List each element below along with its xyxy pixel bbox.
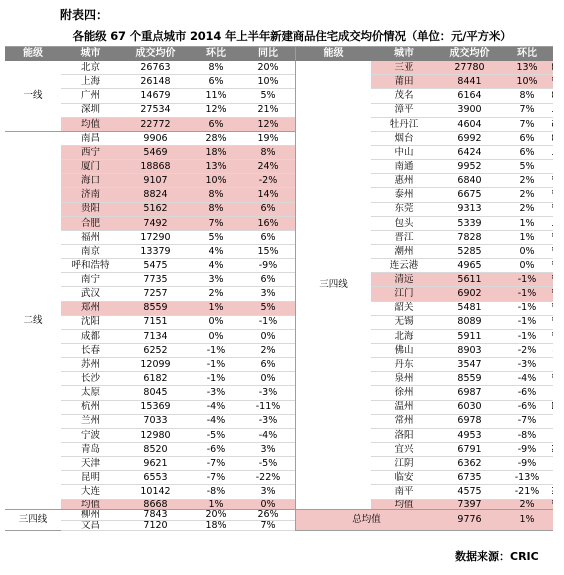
city-cell: 青岛 <box>61 443 120 457</box>
yoy-cell-right <box>552 401 553 415</box>
yoy-cell: -2% <box>241 174 295 188</box>
city-cell: 柳州 <box>61 510 120 521</box>
yoy-cell: 5% <box>241 302 295 316</box>
mom-cell: 10% <box>191 174 241 188</box>
city-cell: 文昌 <box>61 521 120 532</box>
yoy-cell-right <box>552 330 553 344</box>
yoy-cell-right <box>552 174 553 188</box>
city-cell-right: 均值 <box>371 500 437 511</box>
price-cell: 6182 <box>120 372 191 386</box>
price-cell: 7735 <box>120 273 191 287</box>
yoy-cell-right <box>552 118 553 132</box>
tier-label-3-right: 三四线 <box>295 61 371 510</box>
city-cell-right: 泰州 <box>371 188 437 202</box>
price-cell-right: 8903 <box>437 344 502 358</box>
price-cell-right: 3900 <box>437 104 502 118</box>
city-cell-right: 连云港 <box>371 259 437 273</box>
header-right-4 <box>552 47 553 61</box>
yoy-cell-right <box>552 104 553 118</box>
city-cell: 天津 <box>61 457 120 471</box>
city-cell: 苏州 <box>61 358 120 372</box>
header-right-0: 能级 <box>295 47 371 61</box>
price-cell-right: 4965 <box>437 259 502 273</box>
yoy-cell: 6% <box>241 231 295 245</box>
city-cell-right: 莆田 <box>371 75 437 89</box>
city-cell-right: 江阴 <box>371 457 437 471</box>
tier-label-1: 一线 <box>5 61 61 132</box>
price-cell: 5162 <box>120 203 191 217</box>
city-cell: 合肥 <box>61 217 120 231</box>
mom-cell: -1% <box>191 344 241 358</box>
city-cell-right: 牡丹江 <box>371 118 437 132</box>
price-cell-right: 8089 <box>437 316 502 330</box>
yoy-cell: -1% <box>241 316 295 330</box>
yoy-cell-right <box>552 485 553 499</box>
price-cell-right: 3547 <box>437 358 502 372</box>
yoy-cell: 3% <box>241 485 295 499</box>
price-cell: 8045 <box>120 386 191 400</box>
mom-cell-right: 0% <box>502 245 552 259</box>
mom-cell-right: 6% <box>502 146 552 160</box>
header-0: 能级 <box>5 47 61 61</box>
yoy-cell: 0% <box>241 372 295 386</box>
price-cell: 9107 <box>120 174 191 188</box>
price-cell-right: 9952 <box>437 160 502 174</box>
total-yoy <box>552 510 553 531</box>
price-cell: 6252 <box>120 344 191 358</box>
city-cell-right: 中山 <box>371 146 437 160</box>
mom-cell-right: -6% <box>502 386 552 400</box>
yoy-cell: -11% <box>241 401 295 415</box>
yoy-cell-right <box>552 302 553 316</box>
mom-cell-right: -3% <box>502 358 552 372</box>
city-cell: 兰州 <box>61 415 120 429</box>
price-cell-right: 6840 <box>437 174 502 188</box>
price-cell-right: 6164 <box>437 89 502 103</box>
total-price: 9776 <box>437 510 502 531</box>
mom-cell: 8% <box>191 203 241 217</box>
price-cell-right: 5911 <box>437 330 502 344</box>
mom-cell: 4% <box>191 245 241 259</box>
city-cell: 深圳 <box>61 104 120 118</box>
price-cell: 22772 <box>120 118 191 132</box>
city-cell: 均值 <box>61 118 120 132</box>
yoy-cell: 26% <box>241 510 295 521</box>
city-cell-right: 清远 <box>371 273 437 287</box>
price-cell: 26763 <box>120 61 191 75</box>
city-cell: 呼和浩特 <box>61 259 120 273</box>
city-cell-right: 温州 <box>371 401 437 415</box>
mom-cell: 6% <box>191 75 241 89</box>
price-cell: 8559 <box>120 302 191 316</box>
tier-label-2: 二线 <box>5 132 61 510</box>
city-cell: 北京 <box>61 61 120 75</box>
yoy-cell-right <box>552 500 553 511</box>
yoy-cell-right <box>552 61 553 75</box>
price-table <box>5 46 553 531</box>
mom-cell-right: -1% <box>502 316 552 330</box>
mom-cell: -4% <box>191 415 241 429</box>
city-cell-right: 丹东 <box>371 358 437 372</box>
price-cell-right: 4604 <box>437 118 502 132</box>
city-cell-right: 东莞 <box>371 203 437 217</box>
city-cell-right: 韶关 <box>371 302 437 316</box>
city-cell-right: 宜兴 <box>371 443 437 457</box>
price-cell: 15369 <box>120 401 191 415</box>
yoy-cell: 6% <box>241 203 295 217</box>
mom-cell: 11% <box>191 89 241 103</box>
city-cell: 海口 <box>61 174 120 188</box>
city-cell: 南昌 <box>61 132 120 146</box>
yoy-cell-right <box>552 344 553 358</box>
price-cell: 6553 <box>120 471 191 485</box>
mom-cell: 5% <box>191 231 241 245</box>
yoy-cell-right <box>552 132 553 146</box>
price-cell-right: 4575 <box>437 485 502 499</box>
yoy-cell-right <box>552 429 553 443</box>
city-cell-right: 洛阳 <box>371 429 437 443</box>
header-3: 环比 <box>191 47 241 61</box>
yoy-cell: 16% <box>241 217 295 231</box>
mom-cell-right: 8% <box>502 89 552 103</box>
yoy-cell: -3% <box>241 386 295 400</box>
table-caption: 各能级 67 个重点城市 2014 年上半年新建商品住宅成交均价情况（单位：元/平方米） <box>72 29 512 43</box>
price-cell: 17290 <box>120 231 191 245</box>
yoy-cell-right <box>552 231 553 245</box>
city-cell-right: 江门 <box>371 287 437 301</box>
yoy-cell: 5% <box>241 89 295 103</box>
city-cell: 沈阳 <box>61 316 120 330</box>
yoy-cell-right <box>552 457 553 471</box>
price-cell: 8824 <box>120 188 191 202</box>
mom-cell: 28% <box>191 132 241 146</box>
yoy-cell-right <box>552 372 553 386</box>
mom-cell: 13% <box>191 160 241 174</box>
mom-cell: -6% <box>191 443 241 457</box>
mom-cell-right: 2% <box>502 174 552 188</box>
price-cell-right: 6735 <box>437 471 502 485</box>
city-cell-right: 北海 <box>371 330 437 344</box>
header-right-3: 环比 <box>502 47 552 61</box>
mom-cell-right: -9% <box>502 443 552 457</box>
price-cell-right: 6362 <box>437 457 502 471</box>
price-cell-right: 6987 <box>437 386 502 400</box>
price-cell-right: 6675 <box>437 188 502 202</box>
mom-cell-right: -4% <box>502 372 552 386</box>
mom-cell-right: -2% <box>502 344 552 358</box>
mom-cell: 18% <box>191 521 241 532</box>
city-cell: 宁波 <box>61 429 120 443</box>
mom-cell: 8% <box>191 61 241 75</box>
price-cell: 7134 <box>120 330 191 344</box>
yoy-cell: -5% <box>241 457 295 471</box>
yoy-cell: 21% <box>241 104 295 118</box>
yoy-cell: 7% <box>241 521 295 532</box>
price-cell: 7843 <box>120 510 191 521</box>
price-cell: 8520 <box>120 443 191 457</box>
yoy-cell: -9% <box>241 259 295 273</box>
mom-cell-right: -13% <box>502 471 552 485</box>
city-cell: 西宁 <box>61 146 120 160</box>
city-cell: 南京 <box>61 245 120 259</box>
mom-cell: -1% <box>191 358 241 372</box>
city-cell: 长春 <box>61 344 120 358</box>
mom-cell: 0% <box>191 316 241 330</box>
price-cell-right: 8441 <box>437 75 502 89</box>
yoy-cell: 3% <box>241 443 295 457</box>
city-cell: 济南 <box>61 188 120 202</box>
city-cell: 武汉 <box>61 287 120 301</box>
city-cell: 福州 <box>61 231 120 245</box>
price-cell-right: 5611 <box>437 273 502 287</box>
mom-cell: 12% <box>191 104 241 118</box>
mom-cell: 1% <box>191 302 241 316</box>
city-cell-right: 南平 <box>371 485 437 499</box>
price-cell-right: 5285 <box>437 245 502 259</box>
city-cell: 大连 <box>61 485 120 499</box>
price-cell-right: 8559 <box>437 372 502 386</box>
mom-cell: 1% <box>191 500 241 511</box>
yoy-cell-right <box>552 160 553 174</box>
header-right-1: 城市 <box>371 47 437 61</box>
price-cell-right: 6902 <box>437 287 502 301</box>
mom-cell: 2% <box>191 287 241 301</box>
yoy-cell-right <box>552 443 553 457</box>
mom-cell-right: 2% <box>502 188 552 202</box>
yoy-cell: 8% <box>241 146 295 160</box>
yoy-cell-right <box>552 259 553 273</box>
yoy-cell: 6% <box>241 273 295 287</box>
mom-cell: 20% <box>191 510 241 521</box>
mom-cell: -3% <box>191 386 241 400</box>
header-4: 同比 <box>241 47 295 61</box>
header-1: 城市 <box>61 47 120 61</box>
city-cell: 郑州 <box>61 302 120 316</box>
price-cell-right: 4953 <box>437 429 502 443</box>
total-mom: 1% <box>502 510 552 531</box>
city-cell-right: 佛山 <box>371 344 437 358</box>
price-cell-right: 6030 <box>437 401 502 415</box>
city-cell-right: 烟台 <box>371 132 437 146</box>
header-right-2: 成交均价 <box>437 47 502 61</box>
city-cell-right: 晋江 <box>371 231 437 245</box>
mom-cell: 0% <box>191 330 241 344</box>
yoy-cell: 6% <box>241 358 295 372</box>
city-cell-right: 潮州 <box>371 245 437 259</box>
price-cell: 8668 <box>120 500 191 511</box>
yoy-cell: 2% <box>241 344 295 358</box>
yoy-cell-right <box>552 217 553 231</box>
city-cell-right: 南通 <box>371 160 437 174</box>
mom-cell: 3% <box>191 273 241 287</box>
price-cell-right: 9313 <box>437 203 502 217</box>
mom-cell-right: 7% <box>502 118 552 132</box>
price-cell-right: 6791 <box>437 443 502 457</box>
yoy-cell-right <box>552 245 553 259</box>
mom-cell-right: -1% <box>502 273 552 287</box>
price-cell: 9906 <box>120 132 191 146</box>
price-cell: 10142 <box>120 485 191 499</box>
mom-cell-right: 5% <box>502 160 552 174</box>
price-cell: 14679 <box>120 89 191 103</box>
mom-cell-right: 0% <box>502 259 552 273</box>
mom-cell-right: -1% <box>502 330 552 344</box>
mom-cell: -7% <box>191 471 241 485</box>
city-cell: 昆明 <box>61 471 120 485</box>
mom-cell: 18% <box>191 146 241 160</box>
mom-cell-right: -1% <box>502 302 552 316</box>
price-cell: 7151 <box>120 316 191 330</box>
mom-cell-right: -6% <box>502 401 552 415</box>
city-cell: 上海 <box>61 75 120 89</box>
yoy-cell-right <box>552 316 553 330</box>
tier-label-3-left: 三四线 <box>5 510 61 531</box>
city-cell-right: 惠州 <box>371 174 437 188</box>
price-cell: 9621 <box>120 457 191 471</box>
price-cell-right: 7397 <box>437 500 502 511</box>
price-cell: 7257 <box>120 287 191 301</box>
yoy-cell-right <box>552 358 553 372</box>
yoy-cell-right <box>552 287 553 301</box>
mom-cell: 6% <box>191 118 241 132</box>
yoy-cell: 20% <box>241 61 295 75</box>
mom-cell: 7% <box>191 217 241 231</box>
yoy-cell-right <box>552 273 553 287</box>
city-cell-right: 茂名 <box>371 89 437 103</box>
yoy-cell: 12% <box>241 118 295 132</box>
city-cell-right: 徐州 <box>371 386 437 400</box>
city-cell-right: 泉州 <box>371 372 437 386</box>
city-cell-right: 三亚 <box>371 61 437 75</box>
mom-cell-right: 1% <box>502 231 552 245</box>
price-cell-right: 6978 <box>437 415 502 429</box>
mom-cell-right: -8% <box>502 429 552 443</box>
price-cell: 27534 <box>120 104 191 118</box>
yoy-cell-right <box>552 89 553 103</box>
yoy-cell: 24% <box>241 160 295 174</box>
mom-cell: -4% <box>191 401 241 415</box>
mom-cell-right: 7% <box>502 104 552 118</box>
mom-cell-right: -21% <box>502 485 552 499</box>
price-cell: 7120 <box>120 521 191 532</box>
mom-cell: -5% <box>191 429 241 443</box>
mom-cell: -8% <box>191 485 241 499</box>
yoy-cell-right <box>552 386 553 400</box>
appendix-label: 附表四： <box>60 8 109 22</box>
mom-cell-right: 2% <box>502 203 552 217</box>
city-cell: 厦门 <box>61 160 120 174</box>
yoy-cell: 15% <box>241 245 295 259</box>
city-cell: 广州 <box>61 89 120 103</box>
total-avg-label: 总均值 <box>295 510 437 531</box>
mom-cell: 4% <box>191 259 241 273</box>
yoy-cell: -4% <box>241 429 295 443</box>
mom-cell-right: 10% <box>502 75 552 89</box>
mom-cell-right: -9% <box>502 457 552 471</box>
yoy-cell-right <box>552 471 553 485</box>
city-cell-right: 常州 <box>371 415 437 429</box>
data-source: 数据来源：CRIC <box>455 550 539 563</box>
price-cell: 5469 <box>120 146 191 160</box>
city-cell-right: 漳平 <box>371 104 437 118</box>
mom-cell-right: -1% <box>502 287 552 301</box>
yoy-cell: 0% <box>241 330 295 344</box>
yoy-cell: 14% <box>241 188 295 202</box>
price-cell-right: 27780 <box>437 61 502 75</box>
yoy-cell: 19% <box>241 132 295 146</box>
mom-cell-right: 1% <box>502 217 552 231</box>
price-cell-right: 6992 <box>437 132 502 146</box>
city-cell: 杭州 <box>61 401 120 415</box>
price-cell: 7033 <box>120 415 191 429</box>
mom-cell-right: 2% <box>502 500 552 511</box>
city-cell: 贵阳 <box>61 203 120 217</box>
city-cell-right: 无锡 <box>371 316 437 330</box>
price-cell: 5475 <box>120 259 191 273</box>
price-cell-right: 5481 <box>437 302 502 316</box>
yoy-cell-right <box>552 146 553 160</box>
mom-cell: -1% <box>191 372 241 386</box>
price-cell: 26148 <box>120 75 191 89</box>
city-cell: 成都 <box>61 330 120 344</box>
yoy-cell-right <box>552 203 553 217</box>
mom-cell: -7% <box>191 457 241 471</box>
city-cell-right: 包头 <box>371 217 437 231</box>
yoy-cell: 0% <box>241 500 295 511</box>
price-cell: 7492 <box>120 217 191 231</box>
yoy-cell-right <box>552 75 553 89</box>
price-cell: 13379 <box>120 245 191 259</box>
yoy-cell: -22% <box>241 471 295 485</box>
city-cell-right: 临安 <box>371 471 437 485</box>
yoy-cell-right <box>552 188 553 202</box>
price-cell-right: 6424 <box>437 146 502 160</box>
price-cell: 12980 <box>120 429 191 443</box>
price-cell-right: 7828 <box>437 231 502 245</box>
city-cell: 南宁 <box>61 273 120 287</box>
price-cell-right: 5339 <box>437 217 502 231</box>
price-cell: 12099 <box>120 358 191 372</box>
city-cell: 长沙 <box>61 372 120 386</box>
yoy-cell: -3% <box>241 415 295 429</box>
yoy-cell: 10% <box>241 75 295 89</box>
mom-cell-right: 13% <box>502 61 552 75</box>
mom-cell-right: -7% <box>502 415 552 429</box>
city-cell: 均值 <box>61 500 120 511</box>
mom-cell: 8% <box>191 188 241 202</box>
yoy-cell: 3% <box>241 287 295 301</box>
price-cell: 18868 <box>120 160 191 174</box>
mom-cell-right: 6% <box>502 132 552 146</box>
header-2: 成交均价 <box>120 47 191 61</box>
city-cell: 太原 <box>61 386 120 400</box>
yoy-cell-right <box>552 415 553 429</box>
